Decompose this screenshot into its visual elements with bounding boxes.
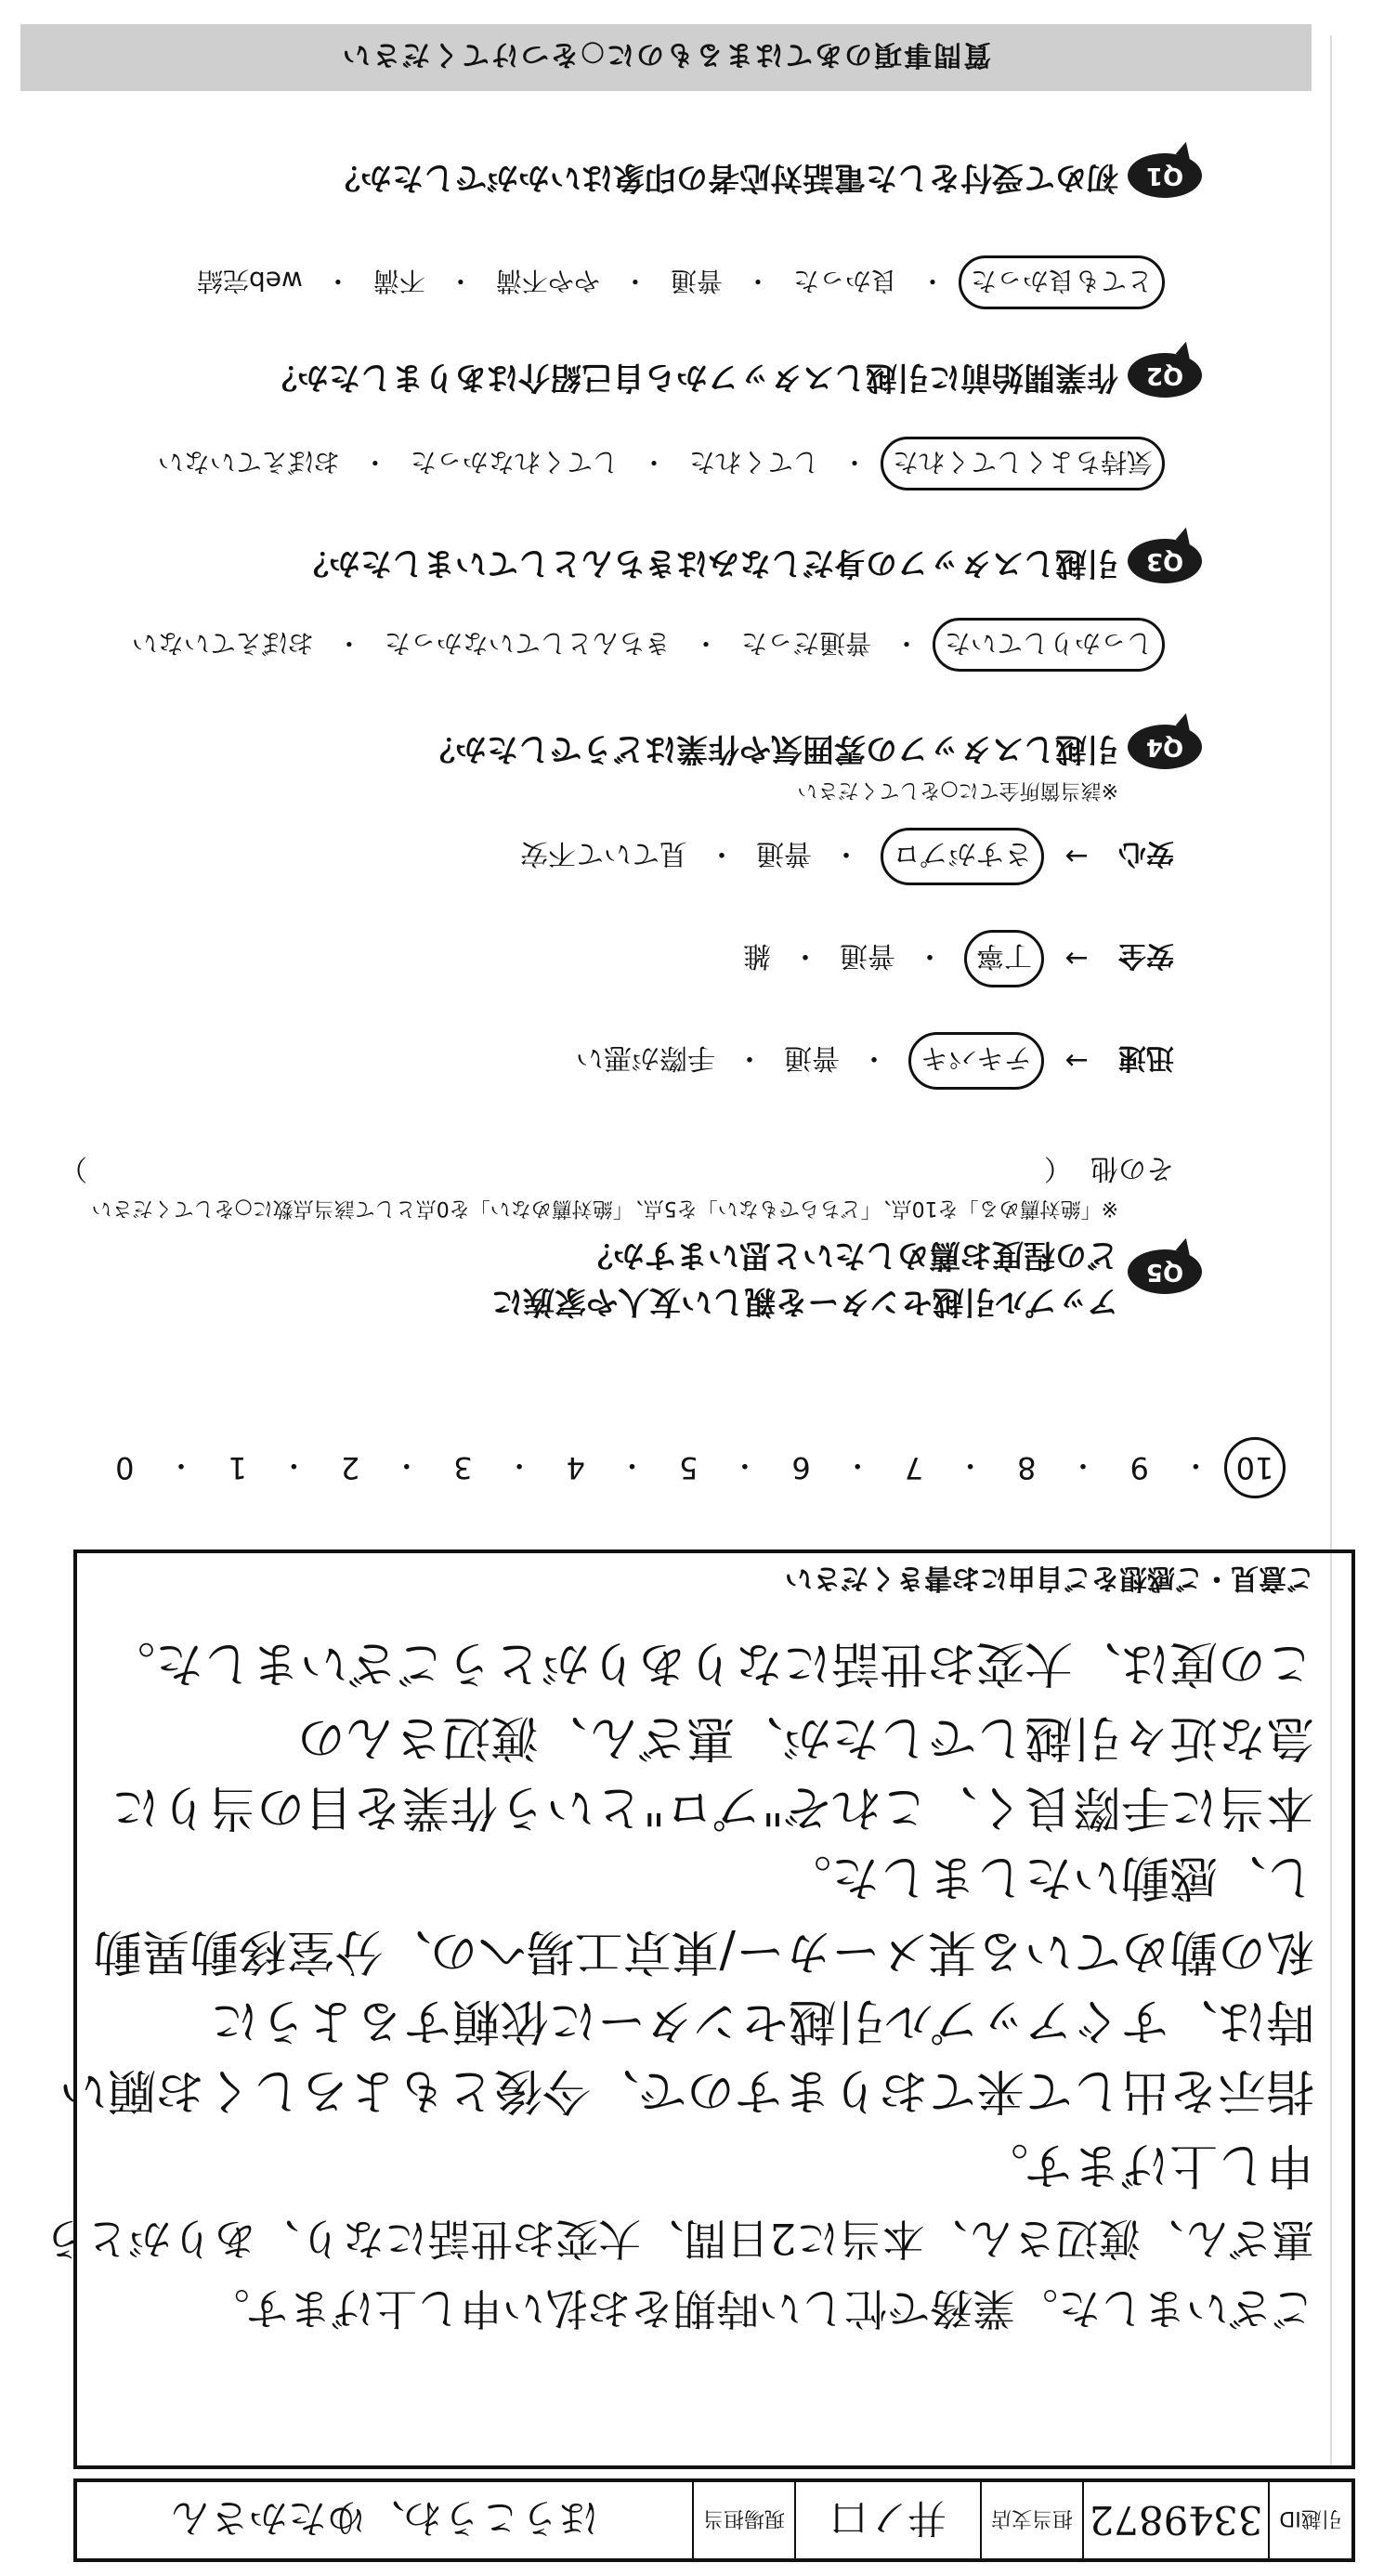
q5-note: ※「絶対薦める」を10点、「どちらでもない」を5点、「絶対薦めない」を0点として該当点数に○をしてください [91,1196,1118,1220]
q5-score[interactable]: 4 [566,1450,585,1485]
handwritten-line: ございました。業務で忙しい時期をお払い申し上げます。 [206,2283,1314,2334]
q5-scale: 10 ・ 9 ・ 8 ・ 7 ・ 6 ・ 5 ・ 4 ・ 3 ・ 2 ・ 1 ・ 0 [97,1437,1286,1498]
q2-option[interactable]: してくれなかった [410,447,619,477]
handwritten-line: 指示を出して来ておりますので、今後ともよろしくお願い [59,2062,1314,2118]
manager-label: 現場担当 [703,2506,786,2530]
q1-badge: Q1 [1128,153,1202,198]
q3-option[interactable]: おぼえていない [131,628,314,659]
q2-option[interactable]: おぼえていない [157,447,340,477]
q5-score[interactable]: 0 [115,1450,135,1485]
q2-option[interactable]: してくれた [688,447,819,477]
q4-option[interactable]: 普通 [784,1041,840,1074]
q1-option-selected[interactable]: とても良かった [959,255,1165,309]
q5-score-selected[interactable]: 10 [1224,1437,1286,1498]
q5-score[interactable]: 3 [453,1450,473,1485]
handwritten-line: し、感動いたしました。 [782,1849,1314,1904]
q1-option[interactable]: web完結 [196,266,303,296]
handwritten-line: 急な近々引越しでしたが、惠ざん、渡辺さんの [296,1709,1314,1765]
q4-question: 引越しスタッフの雰囲気や作業はどうでしたか？ [424,730,1118,767]
q2-question: 作業開始前に引越しスタッフから自己紹介はありましたか？ [266,359,1118,396]
q4-other-close: ） [59,1152,87,1184]
q1-option[interactable]: 良かった [792,266,897,296]
q4-category: 迅速 [1118,1041,1174,1074]
manager-label-cell [692,2482,794,2558]
arrow-icon: → [1064,942,1089,975]
q4-option-selected[interactable]: 丁寧 [964,930,1044,987]
id-value: 3349872 [1089,2497,1263,2543]
id-table [73,2478,1355,2562]
comments-heading: ご意見・ご感想をご自由にお書きください [785,1562,1314,1594]
q5-question-line1: アップル引越センターを親しい友人や家族に [491,1283,1118,1320]
q4-category: 安全 [1118,939,1174,972]
q5-score[interactable]: 5 [678,1450,698,1485]
q4-row-anzen: 安全 → 丁寧 ・ 普通 ・ 雑 [743,930,1174,987]
q1-question: 初めて受付をした電話対応者の印象はいかがでしたか？ [329,159,1118,196]
branch-value-cell [794,2482,980,2558]
q4-option-selected[interactable]: さすがプロ [881,828,1044,885]
q4-row-jinsoku: 迅速 → テキパキ ・ 普通 ・ 手際が悪い [576,1032,1174,1090]
q1-option[interactable]: 不満 [372,266,425,296]
q4-other-open: （ [1044,1152,1072,1184]
q4-option[interactable]: 手際が悪い [576,1041,715,1074]
q3-option[interactable]: 普通だった [740,628,871,659]
q5-score[interactable]: 8 [1017,1450,1037,1485]
manager-value: ほうこうわ、ゆたかさん [170,2495,599,2541]
q1-options: とても良かった ・ 良かった ・ 普通 ・ やや不満 ・ 不満 ・ web完結 [188,255,1165,309]
q1-option[interactable]: 普通 [670,266,723,296]
handwritten-line: 時は、すぐアップル引越センターに依頼するように [210,1993,1314,2048]
q2-option-selected[interactable]: 気持ちよくしてくれた [881,437,1165,490]
handwritten-line: 本当に手際良く、これぞ"プロ"という作業を目の当りに [111,1779,1314,1835]
q5-score[interactable]: 1 [228,1450,247,1485]
q2-options: 気持ちよくしてくれた ・ してくれた ・ してくれなかった ・ おぼえていない [149,437,1165,490]
arrow-icon: → [1064,840,1089,873]
arrow-icon: → [1064,1044,1089,1078]
q5-badge: Q5 [1128,1249,1202,1294]
q1-option[interactable]: やや不満 [495,266,600,296]
q3-question: 引越しスタッフの身だしなみはきちんとしていましたか？ [297,544,1118,582]
manager-value-cell [77,2482,692,2558]
id-label-cell [1268,2482,1351,2558]
q3-option-selected[interactable]: しっかりしていた [933,618,1165,672]
q4-note: ※該当箇所全てに○をしてください [797,778,1118,802]
instructions-banner: 質問事項のあてはまるものに○をつけてください [20,24,1312,91]
q5-score[interactable]: 9 [1129,1450,1149,1485]
q4-category: 安心 [1118,837,1174,870]
handwritten-line: 申し上げます。 [980,2137,1314,2192]
branch-value: 井ノ口 [829,2495,947,2541]
branch-label-cell [980,2482,1082,2558]
q5-score[interactable]: 6 [791,1450,811,1485]
handwritten-line: この度は、大変お世話になりありがとうございました。 [106,1635,1314,1691]
id-value-cell [1082,2482,1268,2558]
q2-badge: Q2 [1128,353,1202,398]
q3-badge: Q3 [1128,539,1202,583]
branch-label: 担当支店 [991,2506,1074,2530]
q4-other-label: その他 [1090,1152,1174,1184]
q3-option[interactable]: きちんとしていなかった [384,628,671,659]
q4-option[interactable]: 雑 [743,939,771,972]
q4-option[interactable]: 普通 [756,837,812,870]
q3-options: しっかりしていた ・ 普通だった ・ きちんとしていなかった ・ おぼえていない [123,618,1165,672]
q4-badge: Q4 [1128,725,1202,769]
q5-score[interactable]: 7 [904,1450,924,1485]
q4-other-row [59,1151,1174,1192]
q4-option[interactable]: 普通 [840,939,895,972]
id-label: 引越ID [1279,2506,1342,2530]
q4-option[interactable]: 見ていて不安 [520,837,687,870]
q4-row-anshin: 安心 → さすがプロ ・ 普通 ・ 見ていて不安 [520,828,1174,885]
handwritten-line: 惠ざん、渡辺さん、本当に2日間、大変お世話になり、ありがとう [43,2214,1314,2264]
comments-box[interactable] [43,1550,1355,2469]
q4-option-selected[interactable]: テキパキ [908,1032,1044,1090]
handwritten-line: 私の勤めている某メーカー/東京工場への、分室移動異動 [93,1923,1314,1979]
q5-question-line2: どの程度お薦めしたいと思いますか？ [581,1236,1118,1274]
q5-score[interactable]: 2 [340,1450,360,1485]
